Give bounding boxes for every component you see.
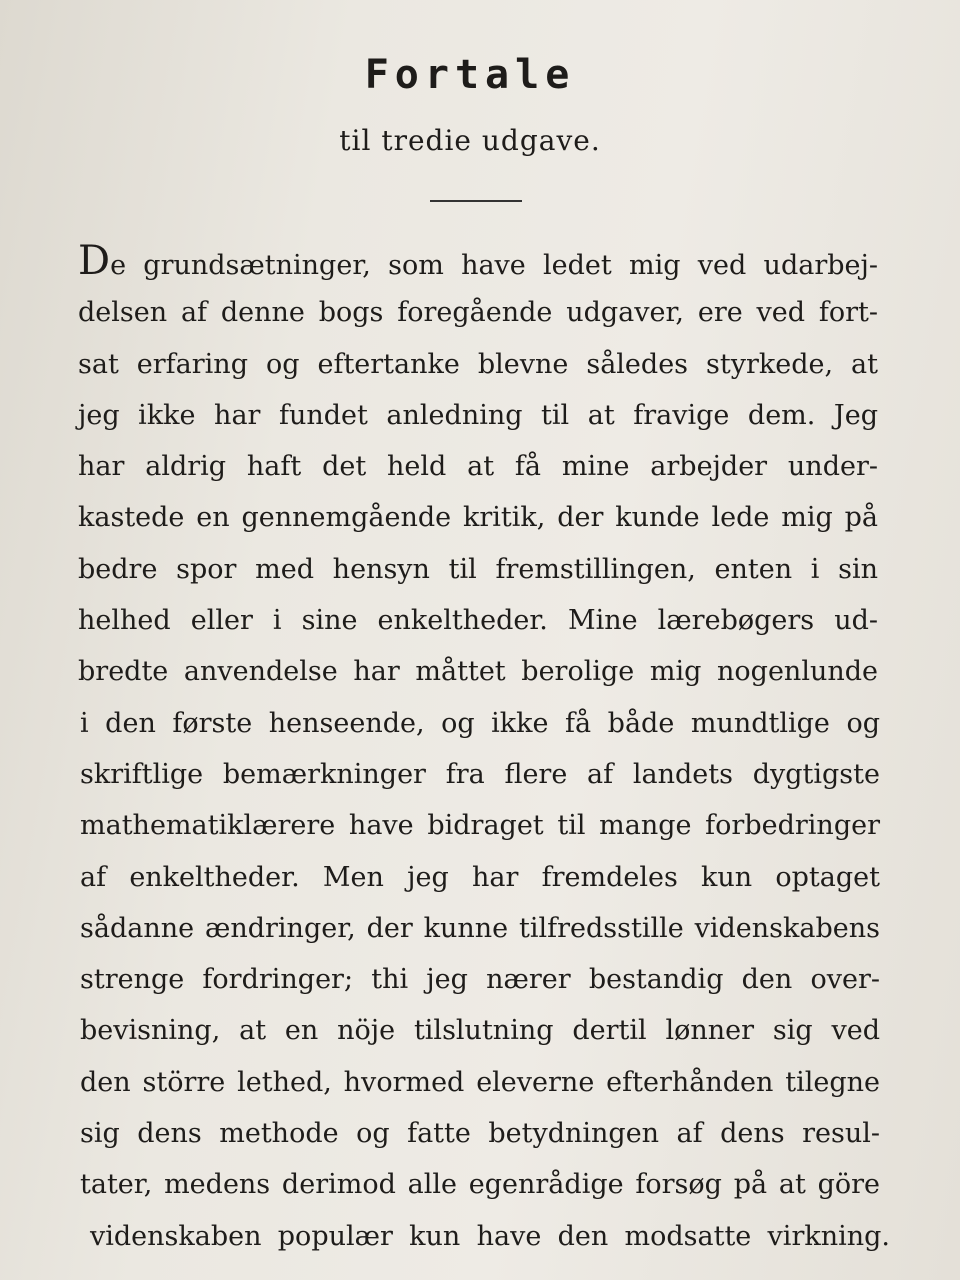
text-line: bredte anvendelse har måttet berolige mig nogenlunde [78, 656, 878, 688]
body-text [78, 236, 890, 1262]
text-line: helhed eller i sine enkeltheder. Mine lærebøgers ud- [78, 605, 878, 637]
text-line: af enkeltheder. Men jeg har fremdeles kun optaget [80, 861, 880, 893]
text-line: videnskaben populær kun have den modsatte virkning. [90, 1220, 890, 1252]
text-line: sådanne ændringer, der kunne tilfredsstille videnskabens [80, 912, 880, 944]
text-line: kastede en gennemgående kritik, der kunde lede mig på [78, 502, 878, 534]
text-line: i den første henseende, og ikke få både mundtlige og [80, 707, 880, 739]
drop-cap: D [78, 238, 111, 284]
text-line: skriftlige bemærkninger fra flere af landets dygtigste [80, 758, 880, 790]
text-line: sig dens methode og fatte betydningen af dens resul- [80, 1118, 880, 1150]
divider [430, 200, 522, 202]
page-subtitle: til tredie udgave. [339, 124, 601, 157]
text-line: bedre spor med hensyn til fremstillingen, enten i sin [78, 553, 878, 585]
text-line: mathematiklærere have bidraget til mange forbedringer [80, 810, 880, 842]
text-line: jeg ikke har fundet anledning til at fravige dem. Jeg [78, 399, 878, 431]
text-line: bevisning, at en nöje tilslutning dertil lønner sig ved [80, 1015, 880, 1047]
text-line: delsen af denne bogs foregående udgaver, ere ved fort- [78, 297, 878, 329]
page-title: Fortale [364, 52, 576, 98]
text-line: har aldrig haft det held at få mine arbejder under- [78, 451, 878, 483]
text-line-content: e grundsætninger, som have ledet mig ved udarbej- [110, 250, 878, 281]
text-line: strenge fordringer; thi jeg nærer bestandig den over- [80, 964, 880, 996]
text-line: den större lethed, hvormed eleverne efterhånden tilegne [80, 1066, 880, 1098]
text-line: tater, medens derimod alle egenrådige forsøg på at göre [80, 1169, 880, 1201]
text-line [78, 236, 878, 287]
text-line: sat erfaring og eftertanke blevne således styrkede, at [78, 348, 878, 380]
